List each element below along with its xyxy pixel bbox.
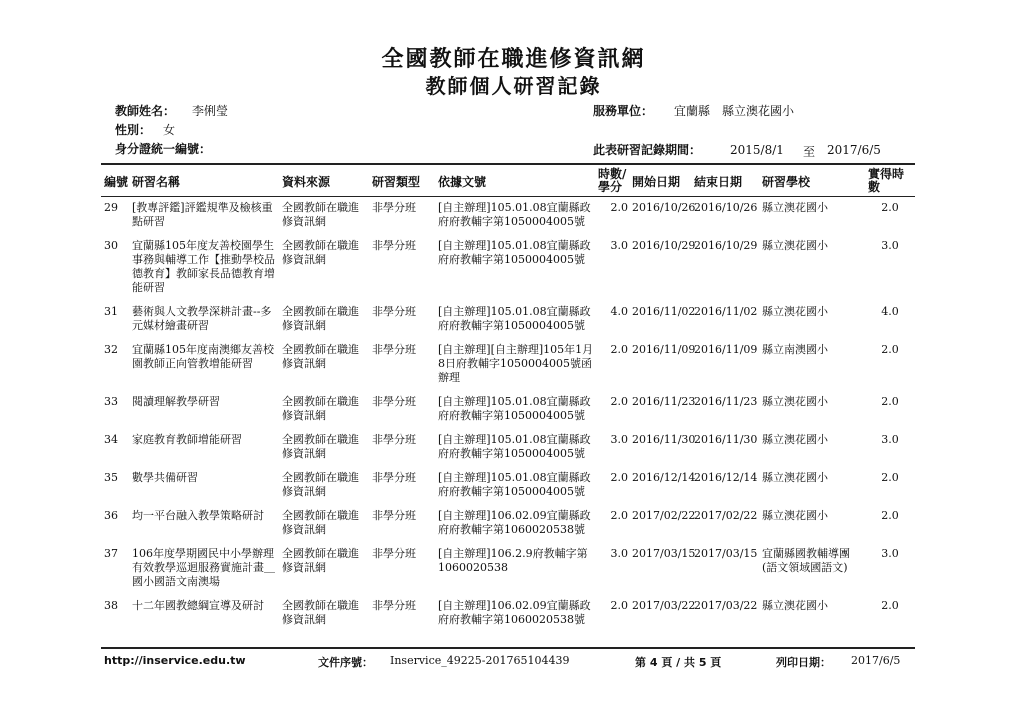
row-end-date: 2016/10/26 — [694, 201, 758, 214]
row-earned-hours: 3.0 — [881, 239, 899, 252]
footer-page-indicator: 第 4 頁 / 共 5 頁 — [635, 656, 722, 669]
gender-label: 性別： — [115, 123, 152, 137]
document-title: 全國教師在職進修資訊網 — [381, 46, 646, 72]
row-hours: 3.0 — [610, 239, 628, 252]
row-start-date: 2016/11/09 — [632, 343, 696, 356]
row-source: 全國教師在職進修資訊網 — [282, 547, 359, 574]
service-unit: 宜蘭縣 縣立澳花國小 — [674, 104, 795, 118]
col-header-start: 開始日期 — [632, 174, 681, 189]
row-source: 全國教師在職進修資訊網 — [282, 343, 359, 370]
row-hours: 3.0 — [610, 433, 628, 446]
row-hours: 2.0 — [610, 509, 628, 522]
row-earned-hours: 3.0 — [881, 433, 899, 446]
footer-print-date: 2017/6/5 — [851, 654, 901, 667]
row-earned-hours: 2.0 — [881, 471, 899, 484]
row-type: 非學分班 — [372, 433, 416, 446]
row-type: 非學分班 — [372, 547, 416, 560]
table-row — [102, 466, 914, 504]
row-source: 全國教師在職進修資訊網 — [282, 201, 359, 228]
col-header-source: 資料來源 — [282, 174, 331, 189]
table-row — [102, 338, 914, 390]
table-row — [102, 542, 914, 594]
row-end-date: 2017/02/22 — [694, 509, 758, 522]
row-earned-hours: 2.0 — [881, 599, 899, 612]
row-start-date: 2016/10/29 — [632, 239, 696, 252]
row-type: 非學分班 — [372, 343, 416, 356]
row-type: 非學分班 — [372, 305, 416, 318]
row-start-date: 2017/03/15 — [632, 547, 696, 560]
table-row — [102, 300, 914, 338]
col-header-type: 研習類型 — [372, 174, 421, 189]
row-no: 34 — [104, 433, 118, 446]
row-hours: 2.0 — [610, 343, 628, 356]
row-school: 縣立澳花國小 — [762, 509, 828, 522]
row-doc-number: [自主辦理]105.01.08宜蘭縣政府府教輔字第1050004005號 — [438, 201, 591, 228]
row-school: 縣立澳花國小 — [762, 239, 828, 252]
row-school: 縣立南澳國小 — [762, 343, 828, 356]
row-school: 縣立澳花國小 — [762, 201, 828, 214]
record-period-end: 2017/6/5 — [827, 143, 881, 157]
row-end-date: 2016/11/02 — [694, 305, 758, 318]
row-doc-number: [自主辦理]106.02.09宜蘭縣政府府教輔字第1060020538號 — [438, 509, 591, 536]
table-row — [102, 594, 914, 632]
table-row — [102, 428, 914, 466]
row-end-date: 2016/10/29 — [694, 239, 758, 252]
row-doc-number: [自主辦理]105.01.08宜蘭縣政府府教輔字第1050004005號 — [438, 305, 591, 332]
footer-rule — [101, 647, 915, 649]
row-start-date: 2017/02/22 — [632, 509, 696, 522]
row-hours: 3.0 — [610, 547, 628, 560]
header-bottom-rule — [101, 196, 915, 197]
row-school: 縣立澳花國小 — [762, 433, 828, 446]
row-school: 縣立澳花國小 — [762, 305, 828, 318]
row-training-name: 106年度學期國民中小學辦理有效教學巡迴服務實施計畫＿國小國語文南澳場 — [132, 547, 275, 588]
row-training-name: 十二年國教總綱宣導及研討 — [132, 599, 264, 612]
row-earned-hours: 2.0 — [881, 395, 899, 408]
row-earned-hours: 2.0 — [881, 201, 899, 214]
row-training-name: 數學共備研習 — [132, 471, 198, 484]
table-row — [102, 504, 914, 542]
gender-value: 女 — [163, 123, 176, 137]
row-hours: 2.0 — [610, 471, 628, 484]
row-no: 29 — [104, 201, 118, 214]
row-type: 非學分班 — [372, 395, 416, 408]
row-type: 非學分班 — [372, 201, 416, 214]
row-no: 36 — [104, 509, 118, 522]
training-record-table — [102, 166, 914, 632]
row-source: 全國教師在職進修資訊網 — [282, 599, 359, 626]
table-row — [102, 196, 914, 234]
record-period-label: 此表研習記錄期間： — [593, 143, 702, 157]
row-no: 31 — [104, 305, 118, 318]
row-doc-number: [自主辦理]106.02.09宜蘭縣政府府教輔字第1060020538號 — [438, 599, 591, 626]
row-training-name: 家庭教育教師增能研習 — [132, 433, 242, 446]
row-type: 非學分班 — [372, 509, 416, 522]
document-subtitle: 教師個人研習記錄 — [425, 74, 602, 98]
teacher-name-label: 教師姓名： — [115, 104, 176, 118]
row-school: 縣立澳花國小 — [762, 395, 828, 408]
row-no: 38 — [104, 599, 118, 612]
row-doc-number: [自主辦理][自主辦理]105年1月8日府教輔字1050004005號函辦理 — [438, 343, 594, 384]
service-unit-label: 服務單位： — [593, 104, 654, 118]
col-header-school: 研習學校 — [762, 174, 811, 189]
row-hours: 2.0 — [610, 395, 628, 408]
table-row — [102, 390, 914, 428]
row-school: 宜蘭縣國教輔導團(語文領域國語文) — [762, 547, 850, 574]
row-training-name: 宜蘭縣105年度友善校園學生事務與輔導工作【推動學校品德教育】教師家長品德教育增能研習 — [132, 239, 275, 294]
row-no: 33 — [104, 395, 118, 408]
row-doc-number: [自主辦理]105.01.08宜蘭縣政府府教輔字第1050004005號 — [438, 471, 591, 498]
row-source: 全國教師在職進修資訊網 — [282, 509, 359, 536]
row-start-date: 2016/11/23 — [632, 395, 696, 408]
footer-serial: Inservice_49225-201765104439 — [390, 654, 570, 667]
row-no: 32 — [104, 343, 118, 356]
row-earned-hours: 3.0 — [881, 547, 899, 560]
row-training-name: [教專評鑑]評鑑規準及檢核重點研習 — [132, 201, 273, 228]
id-number-label: 身分證統一編號： — [115, 142, 212, 156]
row-earned-hours: 4.0 — [881, 305, 899, 318]
table-row — [102, 234, 914, 300]
row-end-date: 2017/03/22 — [694, 599, 758, 612]
row-training-name: 藝術與人文教學深耕計畫--多元媒材繪畫研習 — [132, 305, 272, 332]
row-end-date: 2016/11/30 — [694, 433, 758, 446]
row-end-date: 2017/03/15 — [694, 547, 758, 560]
header-top-rule — [101, 163, 915, 165]
row-start-date: 2017/03/22 — [632, 599, 696, 612]
teacher-name: 李俐瑩 — [192, 104, 229, 118]
col-header-name: 研習名稱 — [132, 174, 181, 189]
row-no: 37 — [104, 547, 118, 560]
row-doc-number: [自主辦理]105.01.08宜蘭縣政府府教輔字第1050004005號 — [438, 433, 591, 460]
row-start-date: 2016/11/02 — [632, 305, 696, 318]
col-header-earned: 實得時數 — [868, 167, 905, 194]
row-hours: 2.0 — [610, 599, 628, 612]
footer-print-label: 列印日期： — [776, 656, 831, 669]
col-header-end: 結束日期 — [694, 174, 743, 189]
table-header-row — [102, 166, 914, 196]
row-doc-number: [自主辦理]105.01.08宜蘭縣政府府教輔字第1050004005號 — [438, 239, 591, 266]
row-start-date: 2016/10/26 — [632, 201, 696, 214]
row-start-date: 2016/12/14 — [632, 471, 696, 484]
row-source: 全國教師在職進修資訊網 — [282, 239, 359, 266]
row-earned-hours: 2.0 — [881, 343, 899, 356]
row-end-date: 2016/11/23 — [694, 395, 758, 408]
col-header-no: 編號 — [104, 174, 129, 189]
row-source: 全國教師在職進修資訊網 — [282, 395, 359, 422]
row-end-date: 2016/11/09 — [694, 343, 758, 356]
row-school: 縣立澳花國小 — [762, 471, 828, 484]
row-training-name: 閱讀理解教學研習 — [132, 395, 220, 408]
row-start-date: 2016/11/30 — [632, 433, 696, 446]
row-no: 30 — [104, 239, 118, 252]
row-hours: 4.0 — [610, 305, 628, 318]
row-source: 全國教師在職進修資訊網 — [282, 433, 359, 460]
col-header-hours: 時數/學分 — [598, 167, 627, 194]
row-type: 非學分班 — [372, 599, 416, 612]
row-earned-hours: 2.0 — [881, 509, 899, 522]
row-no: 35 — [104, 471, 118, 484]
row-type: 非學分班 — [372, 471, 416, 484]
row-type: 非學分班 — [372, 239, 416, 252]
row-doc-number: [自主辦理]106.2.9府教輔字第1060020538 — [438, 547, 588, 574]
footer-url: http://inservice.edu.tw — [104, 654, 246, 667]
row-training-name: 宜蘭縣105年度南澳鄉友善校園教師正向管教增能研習 — [132, 343, 274, 370]
record-period-start: 2015/8/1 — [730, 143, 784, 157]
col-header-doc: 依據文號 — [438, 174, 487, 189]
record-period-to: 至 — [803, 145, 816, 159]
row-source: 全國教師在職進修資訊網 — [282, 305, 359, 332]
row-end-date: 2016/12/14 — [694, 471, 758, 484]
row-training-name: 均一平台融入教學策略研討 — [132, 509, 264, 522]
row-doc-number: [自主辦理]105.01.08宜蘭縣政府府教輔字第1050004005號 — [438, 395, 591, 422]
row-hours: 2.0 — [610, 201, 628, 214]
row-source: 全國教師在職進修資訊網 — [282, 471, 359, 498]
row-school: 縣立澳花國小 — [762, 599, 828, 612]
footer-serial-label: 文件序號： — [318, 656, 373, 669]
